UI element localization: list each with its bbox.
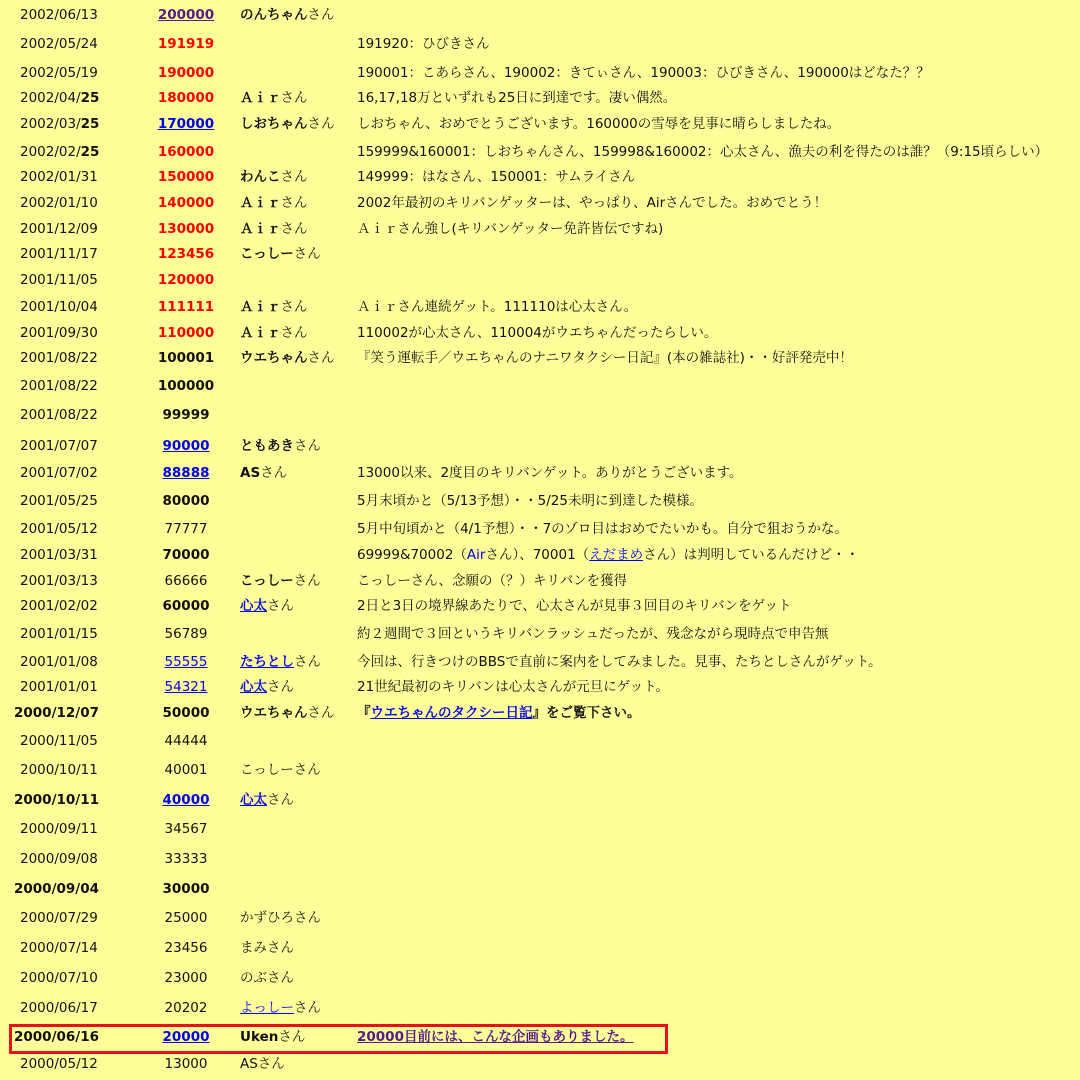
date-cell: 2000/07/10 [20, 970, 98, 986]
table-row [0, 1053, 1080, 1075]
date-cell: 2000/09/08 [20, 851, 98, 867]
table-row [0, 937, 1080, 959]
number-cell: 23456 [164, 940, 208, 956]
number-link[interactable]: 88888 [162, 465, 210, 481]
date-cell: 2001/01/01 [20, 679, 98, 695]
san-suffix: さん [294, 1000, 321, 1016]
note-cell: しおちゃん、おめでとうございます。160000の雪辱を見事に晴らしましたね。 [357, 116, 841, 132]
edamame-link[interactable]: えだまめ [589, 547, 644, 563]
san-suffix: さん [278, 1029, 306, 1045]
date-cell: 2001/05/12 [20, 521, 98, 537]
date-cell: 2002/05/24 [20, 36, 98, 52]
date-cell: 2001/03/31 [20, 547, 98, 563]
table-row [0, 967, 1080, 989]
name-cell: こっしー [240, 246, 294, 262]
number-cell: 13000 [164, 1056, 208, 1072]
name-cell: しおちゃん [240, 116, 308, 132]
table-row [0, 4, 1080, 26]
table-row [0, 730, 1080, 752]
table-row [0, 62, 1080, 84]
san-suffix: さん [280, 90, 308, 106]
number-cell: 180000 [157, 90, 215, 106]
date-cell: 2002/05/19 [20, 65, 98, 81]
table-row [0, 518, 1080, 540]
note-cell: こっしーさん、念願の（？）キリバンを獲得 [357, 573, 628, 589]
table-row [0, 404, 1080, 426]
san-suffix: さん [267, 679, 294, 695]
date-cell: 2000/09/11 [20, 821, 98, 837]
note-cell: 110002が心太さん、110004がウエちゃんだったらしい。 [357, 325, 718, 341]
number-cell: 100001 [157, 350, 215, 366]
san-suffix: さん [293, 246, 321, 262]
number-cell: 40001 [164, 762, 208, 778]
date-cell: 2000/11/05 [20, 733, 98, 749]
note-cell: 5月末頃かと（5/13予想）・・5/25未明に到達した模様。 [357, 493, 703, 509]
date-cell: 2000/07/14 [20, 940, 98, 956]
table-row [0, 490, 1080, 512]
number-cell: 66666 [164, 573, 208, 589]
date-cell: 2001/03/13 [20, 573, 98, 589]
name-cell: ASさん [240, 1056, 285, 1072]
date-cell: 2001/08/22 [20, 350, 98, 366]
table-row [0, 676, 1080, 698]
note-cell: Ａｉｒさん強し(キリバンゲッター免許皆伝ですね) [357, 221, 664, 237]
date-cell: 2000/10/11 [14, 792, 100, 808]
table-row [0, 848, 1080, 870]
san-suffix: さん [280, 325, 308, 341]
table-row [0, 544, 1080, 566]
number-cell: 33333 [164, 851, 208, 867]
date-cell: 2001/08/22 [20, 407, 98, 423]
date-cell: 2001/01/08 [20, 654, 98, 670]
table-row [0, 113, 1080, 135]
name-link[interactable]: よっしー [240, 1000, 294, 1016]
name-cell: Ａｉｒ [240, 221, 281, 237]
san-suffix: さん [280, 299, 308, 315]
name-cell: かずひろさん [240, 910, 321, 926]
date-cell: 2002/01/10 [20, 195, 98, 211]
number-link[interactable]: 55555 [164, 654, 208, 670]
number-cell: 20202 [164, 1000, 208, 1016]
name-cell: ウエちゃん [240, 350, 308, 366]
note-cell: 69999&70002（Airさん）、70001（えだまめさん）は判明しているんだけど・・ [357, 547, 860, 563]
note-cell: 191920：ひびきさん [357, 36, 490, 52]
number-cell: 100000 [157, 378, 215, 394]
date-cell: 2002/06/13 [20, 7, 98, 23]
date-cell: 2002/04/25 [20, 90, 100, 106]
number-cell: 120000 [157, 272, 215, 288]
note-cell: 190001：こあらさん、190002：きてぃさん、190003：ひびきさん、190000はどなた？？ [357, 65, 930, 81]
san-suffix: さん [293, 573, 321, 589]
number-cell: 60000 [162, 598, 210, 614]
name-cell: のんちゃん [240, 7, 308, 23]
number-cell: 56789 [164, 626, 208, 642]
kikaku-link[interactable]: 20000目前には、こんな企画もありました。 [357, 1029, 634, 1045]
name-cell: Ａｉｒ [240, 195, 281, 211]
number-cell: 150000 [157, 169, 215, 185]
san-suffix: さん [267, 598, 294, 614]
san-suffix: さん [280, 195, 308, 211]
san-suffix: さん [307, 7, 335, 23]
table-row [0, 997, 1080, 1019]
number-cell: 25000 [164, 910, 208, 926]
number-cell: 34567 [164, 821, 208, 837]
date-cell: 2002/01/31 [20, 169, 98, 185]
table-row [0, 702, 1080, 724]
date-cell: 2000/09/04 [14, 881, 100, 897]
number-cell: 190000 [157, 65, 215, 81]
date-cell: 2000/05/12 [20, 1056, 98, 1072]
table-row [0, 462, 1080, 484]
note-cell: 159999&160001：しおちゃんさん、159998&160002：心太さん、漁夫の利を得たのは誰？（9:15頃らしい） [357, 144, 1049, 160]
san-suffix: さん [307, 350, 335, 366]
name-cell: AS [240, 465, 261, 481]
number-cell: 130000 [157, 221, 215, 237]
san-suffix: さん [294, 654, 321, 670]
name-link[interactable]: 心太 [240, 598, 267, 614]
air-name: Air [466, 547, 486, 563]
table-row [0, 651, 1080, 673]
table-row [0, 623, 1080, 645]
table-row [0, 141, 1080, 163]
note-cell: 2日と3日の境界線あたりで、心太さんが見事３回目のキリバンをゲット [357, 598, 792, 614]
number-link[interactable]: 170000 [157, 116, 215, 132]
table-row [0, 595, 1080, 617]
name-cell: まみさん [240, 940, 294, 956]
number-cell: 140000 [157, 195, 215, 211]
table-row [0, 818, 1080, 840]
number-cell: 111111 [157, 299, 215, 315]
date-cell: 2002/02/25 [20, 144, 100, 160]
number-cell: 70000 [162, 547, 210, 563]
table-row [0, 759, 1080, 781]
date-cell: 2001/10/04 [20, 299, 98, 315]
name-cell: わんこ [240, 169, 281, 185]
number-cell: 50000 [162, 705, 210, 721]
san-suffix: さん [307, 705, 335, 721]
date-cell: 2002/03/25 [20, 116, 100, 132]
table-row [0, 166, 1080, 188]
date-cell: 2001/07/02 [20, 465, 98, 481]
note-cell: 2002年最初のキリバンゲッターは、やっぱり、Airさんでした。おめでとう！ [357, 195, 828, 211]
san-suffix: さん [294, 438, 321, 454]
table-row [0, 192, 1080, 214]
name-cell: こっしーさん [240, 762, 321, 778]
note-cell: 13000以来、2度目のキリバンゲット。ありがとうございます。 [357, 465, 743, 481]
note-cell: 『笑う運転手／ウエちゃんのナニワタクシー日記』(本の雑誌社)・・好評発売中！ [357, 350, 853, 366]
table-row [0, 322, 1080, 344]
name-link[interactable]: 心太 [240, 679, 267, 695]
table-row [0, 789, 1080, 811]
note-cell: 21世紀最初のキリバンは心太さんが元旦にゲット。 [357, 679, 670, 695]
table-row [0, 878, 1080, 900]
date-cell: 2001/08/22 [20, 378, 98, 394]
date-cell: 2000/07/29 [20, 910, 98, 926]
name-cell: こっしー [240, 573, 294, 589]
date-cell: 2000/06/17 [20, 1000, 98, 1016]
table-row [0, 435, 1080, 457]
date-cell: 2001/01/15 [20, 626, 98, 642]
name-cell: Uken [240, 1029, 279, 1045]
table-row [0, 33, 1080, 55]
date-cell: 2001/02/02 [20, 598, 98, 614]
table-row [0, 87, 1080, 109]
table-row [0, 296, 1080, 318]
number-cell: 23000 [164, 970, 208, 986]
name-cell: のぶさん [240, 970, 294, 986]
name-cell: Ａｉｒ [240, 90, 281, 106]
name-cell: Ａｉｒ [240, 325, 281, 341]
note-cell: 約２週間で３回というキリバンラッシュだったが、残念ながら現時点で申告無 [357, 626, 829, 642]
table-row [0, 218, 1080, 240]
table-row [0, 347, 1080, 369]
taxi-diary-link[interactable]: ウエちゃんのタクシー日記 [370, 705, 533, 721]
number-cell: 80000 [162, 493, 210, 509]
number-cell: 110000 [157, 325, 215, 341]
number-link[interactable]: 90000 [162, 438, 210, 454]
table-row [0, 243, 1080, 265]
date-cell: 2001/11/17 [20, 246, 98, 262]
san-suffix: さん [260, 465, 288, 481]
number-cell: 191919 [157, 36, 215, 52]
note-cell: 16,17,18万といずれも25日に到達です。凄い偶然。 [357, 90, 677, 106]
date-cell: 2000/10/11 [20, 762, 98, 778]
date-cell: 2000/06/16 [14, 1029, 100, 1045]
date-cell: 2001/11/05 [20, 272, 98, 288]
name-cell: ともあき [240, 438, 294, 454]
date-cell: 2001/12/09 [20, 221, 98, 237]
number-link[interactable]: 20000 [162, 1029, 210, 1045]
table-row-highlighted [0, 1026, 1080, 1048]
table-row [0, 570, 1080, 592]
name-link[interactable]: たちとし [240, 654, 294, 670]
name-link[interactable]: 心太 [240, 792, 267, 808]
note-cell: 今回は、行きつけのBBSで直前に案内をしてみました。見事、たちとしさんがゲット。 [357, 654, 882, 670]
number-cell: 160000 [157, 144, 215, 160]
san-suffix: さん [280, 221, 308, 237]
table-row [0, 269, 1080, 291]
number-cell: 44444 [164, 733, 208, 749]
table-row [0, 907, 1080, 929]
date-cell: 2001/05/25 [20, 493, 98, 509]
date-cell: 2000/12/07 [14, 705, 100, 721]
name-cell: ウエちゃん [240, 705, 308, 721]
number-link[interactable]: 40000 [162, 792, 210, 808]
number-cell: 99999 [162, 407, 210, 423]
date-cell: 2001/07/07 [20, 438, 98, 454]
note-cell: 5月中旬頃かと（4/1予想）・・7のゾロ目はおめでたいかも。自分で狙おうかな。 [357, 521, 848, 537]
number-cell: 123456 [157, 246, 215, 262]
number-cell: 77777 [164, 521, 208, 537]
san-suffix: さん [267, 792, 294, 808]
number-cell: 30000 [162, 881, 210, 897]
note-cell: 149999：はなさん、150001：サムライさん [357, 169, 636, 185]
note-cell: Ａｉｒさん連続ゲット。111110は心太さん。 [357, 299, 638, 315]
date-cell: 2001/09/30 [20, 325, 98, 341]
table-row [0, 375, 1080, 397]
san-suffix: さん [307, 116, 335, 132]
number-link[interactable]: 54321 [164, 679, 208, 695]
number-link[interactable]: 200000 [157, 7, 215, 23]
san-suffix: さん [280, 169, 308, 185]
note-cell: 『ウエちゃんのタクシー日記』をご覧下さい。 [357, 705, 641, 721]
name-cell: Ａｉｒ [240, 299, 281, 315]
